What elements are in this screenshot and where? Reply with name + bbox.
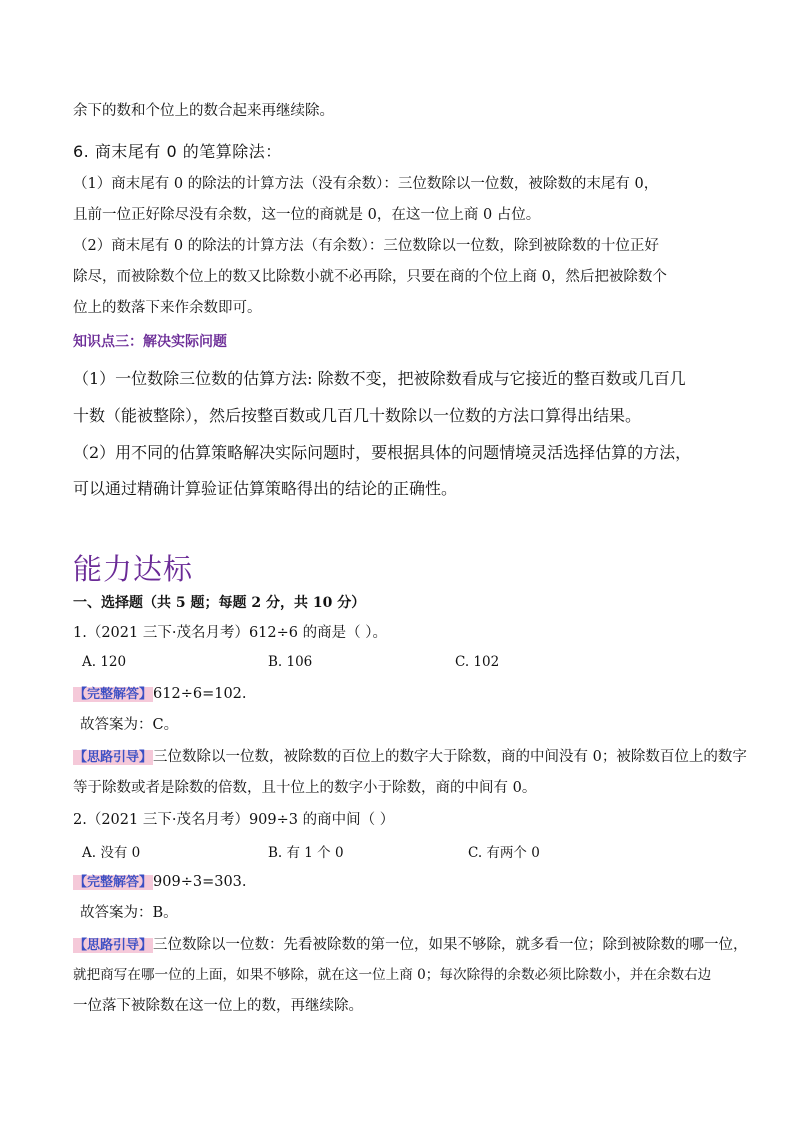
q1-conclusion: 故答案为：C。 — [80, 717, 179, 733]
q2-guide-text: 三位数除以一位数：先看被除数的第一位，如果不够除，就多看一位；除到被除数的哪一位， — [153, 937, 748, 953]
q2-answer — [73, 872, 247, 892]
q2-conclusion: 故答案为：B。 — [80, 905, 178, 921]
q1-guide-line1 — [73, 747, 747, 767]
q2-option-b: B. 有 1 个 0 — [268, 845, 344, 861]
q2-option-a: A. 没有 0 — [82, 845, 141, 861]
q1-answer — [73, 684, 247, 704]
intro-line: 余下的数和个位上的数合起来再继续除。 — [73, 103, 334, 119]
section-6-p2-line3: 位上的数落下来作余数即可。 — [73, 300, 262, 316]
q1-answer-badge: 【完整解答】 — [74, 687, 153, 702]
q1-option-a: A. 120 — [82, 654, 127, 670]
q1-answer-text: 612÷6=102. — [153, 686, 247, 702]
q2-guide-badge: 【思路引导】 — [74, 938, 153, 953]
knowledge-3-p1-line2: 十数（能被整除），然后按整百数或几百几十数除以一位数的方法口算得出结果。 — [73, 406, 642, 425]
q2-answer-badge: 【完整解答】 — [74, 875, 153, 890]
q2-guide-line2: 就把商写在哪一位的上面，如果不够除，就在这一位上商 0；每次除得的余数必须比除数小，并在余数右边 — [73, 967, 712, 983]
knowledge-3-p2-line1: （2）用不同的估算策略解决实际问题时，要根据具体的问题情境灵活选择估算的方法， — [73, 443, 692, 462]
section-6-p1-line2: 且前一位正好除尽没有余数，这一位的商就是 0，在这一位上商 0 占位。 — [73, 207, 541, 223]
knowledge-3-p1-line1: （1）一位数除三位数的估算方法: 除数不变，把被除数看成与它接近的整百数或几百几 — [73, 369, 686, 388]
section-6-p1-line1: （1）商末尾有 0 的除法的计算方法（没有余数）：三位数除以一位数，被除数的末尾有 0， — [73, 176, 659, 192]
q1-guide-badge: 【思路引导】 — [74, 750, 153, 765]
q1-option-c: C. 102 — [455, 654, 500, 670]
q1-stem: 1.（2021 三下·茂名月考）612÷6 的商是（ ）。 — [73, 625, 387, 641]
q2-guide-line3: 一位落下被除数在这一位上的数，再继续除。 — [73, 998, 363, 1014]
q2-answer-text: 909÷3=303. — [153, 874, 247, 890]
q2-option-c: C. 有两个 0 — [468, 845, 540, 861]
ability-heading: 能力达标 — [73, 552, 194, 586]
section-6-p2-line2: 除尽，而被除数个位上的数又比除数小就不必再除，只要在商的个位上商 0，然后把被除数个 — [73, 269, 667, 285]
q2-guide-line1 — [73, 935, 748, 955]
q1-guide-text: 三位数除以一位数，被除数的百位上的数字大于除数，商的中间没有 0；被除数百位上的数字 — [153, 749, 747, 765]
section-6-p2-line1: （2）商末尾有 0 的除法的计算方法（有余数）：三位数除以一位数，除到被除数的十位正好 — [73, 238, 659, 254]
part-1-title: 一、选择题（共 5 题；每题 2 分，共 10 分） — [73, 595, 366, 611]
q1-guide-line2: 等于除数或者是除数的倍数，且十位上的数字小于除数，商的中间有 0。 — [73, 780, 537, 796]
q1-option-b: B. 106 — [268, 654, 313, 670]
q2-stem: 2.（2021 三下·茂名月考）909÷3 的商中间（ ） — [73, 812, 395, 828]
knowledge-3-p2-line2: 可以通过精确计算验证估算策略得出的结论的正确性。 — [73, 479, 458, 498]
section-6-title: 6. 商末尾有 0 的笔算除法： — [73, 142, 282, 161]
knowledge-point-3-title: 知识点三：解决实际问题 — [73, 334, 227, 350]
